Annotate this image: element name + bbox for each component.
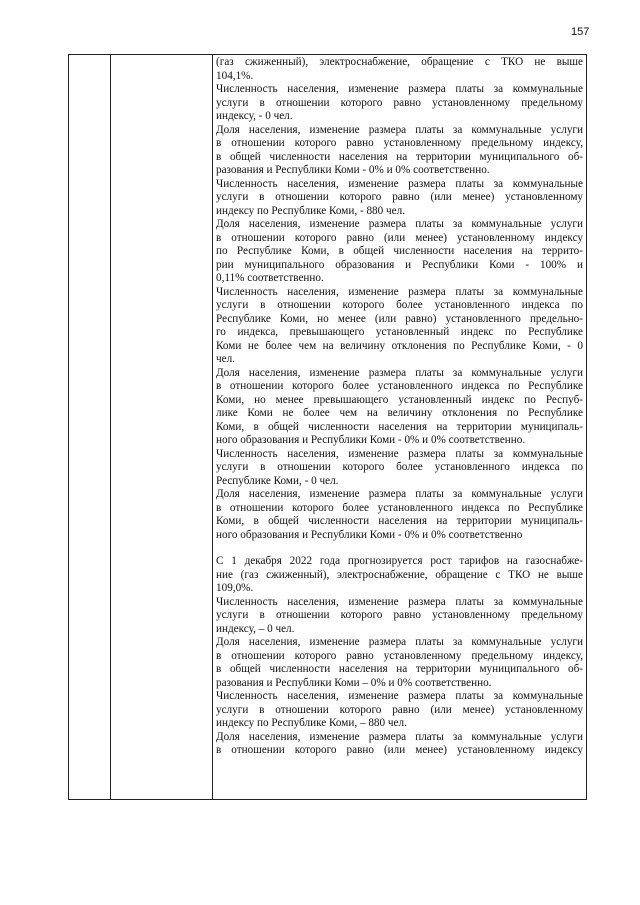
text-line: (газ сжиженный), электроснабжение, обращение с ТКО не выше (216, 56, 583, 68)
text-line: Коми не более чем на величину отклонения по Республике Коми, - 0 (216, 339, 583, 352)
text-line: услуги в отношении которого равно установленному предельному (216, 96, 583, 109)
text-line: индексу, – 0 чел. (216, 622, 295, 635)
text-line: Численность населения, изменение размера платы за коммунальные (216, 595, 583, 608)
text-line: индексу, - 0 чел. (216, 110, 293, 122)
text-line: Коми, в общей численности населения на территории муниципаль- (216, 515, 583, 527)
table-column-text (213, 55, 586, 799)
text-line: Коми, в общей численности населения на территории муниципаль- (216, 420, 583, 433)
table-column-name (111, 55, 213, 799)
paragraph-gap (216, 542, 583, 555)
text-line: услуги в отношении которого более установленного индекса по (216, 299, 583, 311)
text-line: Численность населения, изменение размера платы за коммунальные (216, 83, 583, 95)
text-line: разования и Республики Коми - 0% и 0% соответственно. (216, 164, 490, 176)
text-line: в общей численности населения на территории муниципального об- (216, 663, 583, 675)
text-line: Численность населения, изменение размера платы за коммунальные (216, 285, 583, 298)
text-line: услуги в отношении которого более установленного индекса по (216, 461, 583, 473)
text-line: 0,11% соответственно. (216, 272, 324, 284)
text-line: индексу по Республике Коми, - 880 чел. (216, 204, 406, 217)
text-line: в общей численности населения на территории муниципального об- (216, 150, 583, 163)
text-line: Республике Коми, но менее (или равно) установленного предельно- (216, 312, 583, 325)
text-line: рии муниципального образования и Республики Коми - 100% и (216, 258, 583, 271)
text-line: Коми, но менее превышающего установленный индекс по Респуб- (216, 393, 583, 406)
text-line: Доля населения, изменение размера платы за коммунальные услуги (216, 730, 583, 743)
text-line: разования и Республики Коми – 0% и 0% соответственно. (216, 676, 492, 689)
text-line: в отношении которого более установленного индекса по Республике (216, 501, 583, 514)
text-line: Доля населения, изменение размера платы за коммунальные услуги (216, 123, 583, 136)
text-line: ного образования и Республики Коми - 0% и 0% соответственно (216, 528, 523, 541)
text-line: в отношении которого равно установленному предельному индексу, (216, 137, 583, 149)
text-line: чел. (216, 353, 235, 365)
text-line: в отношении которого равно установленному предельному индексу, (216, 649, 583, 662)
text-line: услуги в отношении которого равно установленному предельному (216, 609, 583, 621)
document-table (68, 54, 587, 800)
text-line: Численность населения, изменение размера платы за коммунальные (216, 177, 583, 190)
text-line: Доля населения, изменение размера платы за коммунальные услуги (216, 636, 583, 648)
text-line: Численность населения, изменение размера платы за коммунальные (216, 447, 583, 460)
page-number: 157 (571, 26, 590, 38)
text-line: ного образования и Республики Коми - 0% и 0% соответственно. (216, 434, 526, 446)
text-line: в отношении которого более установленного индекса по Республике (216, 380, 583, 392)
text-line: го индекса, превышающего установленный индекс по Республике (216, 326, 583, 338)
table-column-number (69, 55, 111, 799)
text-line: лике Коми не более чем на величину отклонения по Республике (216, 407, 583, 419)
text-line: в отношении которого равно (или менее) установленному индексу (216, 231, 583, 244)
text-line: 104,1%. (216, 69, 254, 82)
text-line: в отношении которого равно (или менее) установленному индексу (216, 744, 583, 756)
text-line: услуги в отношении которого равно (или менее) установленному (216, 703, 583, 716)
text-line: Доля населения, изменение размера платы за коммунальные услуги (216, 488, 583, 500)
text-line: Доля населения, изменение размера платы за коммунальные услуги (216, 218, 583, 230)
text-line: по Республике Коми, в общей численности населения на террито- (216, 245, 583, 257)
text-line: 109,0%. (216, 582, 254, 594)
text-line: Численность населения, изменение размера платы за коммунальные (216, 690, 583, 702)
text-line: индексу по Республике Коми, – 880 чел. (216, 717, 407, 729)
text-line: услуги в отношении которого равно (или менее) установленному (216, 191, 583, 203)
text-line: С 1 декабря 2022 года прогнозируется рост тарифов на газоснабже- (216, 555, 583, 567)
text-line: ние (газ сжиженный), электроснабжение, обращение с ТКО не выше (216, 568, 583, 581)
text-line: Доля населения, изменение размера платы за коммунальные услуги (216, 366, 583, 379)
text-line: Республике Коми, - 0 чел. (216, 474, 339, 487)
